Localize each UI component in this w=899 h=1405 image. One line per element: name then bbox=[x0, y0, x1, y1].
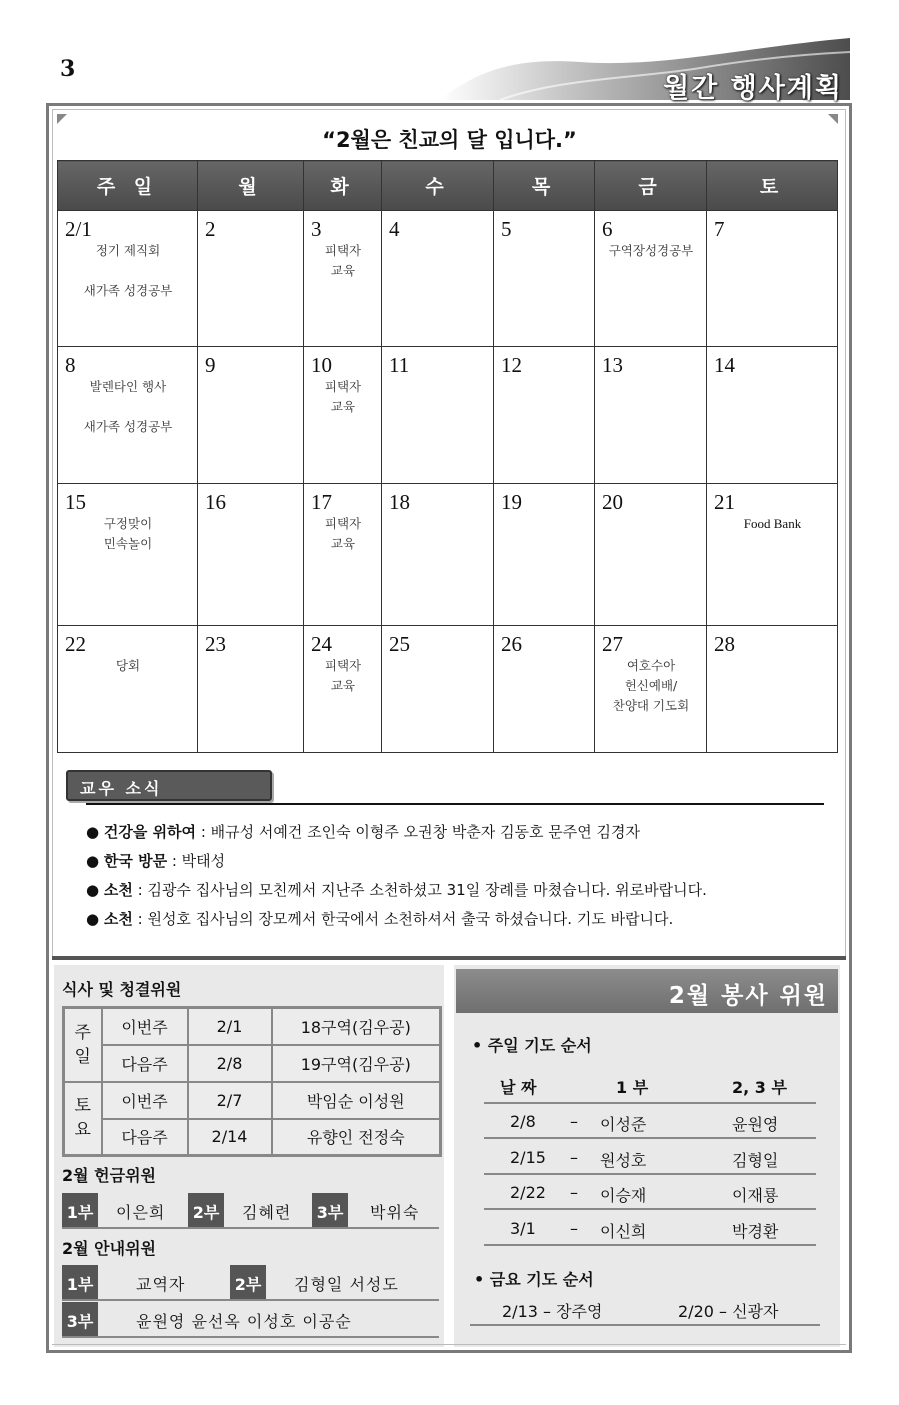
cleaning-row bbox=[64, 1008, 441, 1045]
calendar-day-cell bbox=[494, 626, 595, 753]
weekday-header: 토 bbox=[707, 161, 838, 211]
weekday-header: 수 bbox=[382, 161, 494, 211]
calendar-day-cell bbox=[198, 626, 304, 753]
prayer-dash: – bbox=[570, 1218, 578, 1238]
cleaning-date: 2/7 bbox=[188, 1082, 272, 1119]
calendar-day-cell bbox=[707, 626, 838, 753]
day-event: 정기 제직회 bbox=[95, 243, 161, 258]
monthly-calendar bbox=[57, 160, 838, 753]
month-theme: “2월은 친교의 달 입니다.” bbox=[322, 128, 577, 152]
day-number: 11 bbox=[389, 353, 410, 377]
prayer-date: 2/15 bbox=[510, 1147, 546, 1167]
offering-row bbox=[62, 1193, 439, 1229]
day-event: 당회 bbox=[115, 658, 141, 673]
bullet-icon: ● bbox=[86, 852, 100, 870]
prayer-header-date: 날 짜 bbox=[500, 1078, 537, 1097]
cleaning-date: 2/1 bbox=[188, 1008, 272, 1045]
day-number: 4 bbox=[389, 217, 400, 241]
day-event: 발렌타인 행사 bbox=[89, 379, 167, 394]
day-number: 9 bbox=[205, 353, 216, 377]
calendar-week bbox=[58, 484, 838, 626]
calendar-day-cell bbox=[707, 484, 838, 626]
calendar-week bbox=[58, 211, 838, 347]
day-number: 14 bbox=[714, 353, 735, 377]
calendar-day-cell bbox=[58, 626, 198, 753]
cleaning-title: 식사 및 청결위원 bbox=[62, 980, 182, 999]
news-text: : 김광수 집사님의 모친께서 지난주 소천하셨고 31일 장례를 마쳤습니다. 위로바랍니다. bbox=[132, 881, 707, 899]
day-number: 28 bbox=[714, 632, 735, 656]
news-text: : 박태성 bbox=[167, 852, 226, 870]
day-event: 교육 bbox=[330, 536, 356, 551]
calendar-day-cell bbox=[198, 211, 304, 347]
prayer-header-second: 2, 3 부 bbox=[732, 1078, 787, 1097]
cleaning-week: 이번주 bbox=[102, 1008, 188, 1045]
prayer-first: 이성준 bbox=[600, 1115, 647, 1134]
frame-edge bbox=[52, 1344, 846, 1345]
usher-label: 3부 bbox=[62, 1302, 98, 1336]
offering-name: 이은희 bbox=[116, 1203, 166, 1222]
bullet-icon: ● bbox=[86, 910, 100, 928]
calendar-day-cell bbox=[304, 347, 382, 484]
news-label: 소천 bbox=[103, 910, 133, 928]
day-event: 찬양대 기도회 bbox=[612, 698, 690, 713]
cleaning-week: 다음주 bbox=[102, 1119, 188, 1156]
day-event: 헌신예배/ bbox=[624, 678, 678, 693]
prayer-first: 원성호 bbox=[600, 1150, 647, 1170]
day-number: 16 bbox=[205, 490, 226, 514]
day-number: 8 bbox=[65, 353, 76, 377]
day-number: 5 bbox=[501, 217, 512, 241]
cleaning-table bbox=[62, 1006, 442, 1157]
service-title: 2월 봉사 위원 bbox=[456, 969, 838, 1013]
day-event bbox=[65, 397, 191, 417]
cleaning-row bbox=[64, 1082, 441, 1119]
calendar-day-cell bbox=[382, 211, 494, 347]
day-event bbox=[65, 261, 191, 281]
day-event: 여호수아 bbox=[626, 658, 676, 673]
offering-label: 1부 bbox=[62, 1193, 98, 1227]
offering-title: 2월 헌금위원 bbox=[62, 1166, 156, 1185]
calendar-day-cell bbox=[304, 211, 382, 347]
cleaning-date: 2/8 bbox=[188, 1045, 272, 1082]
day-event: 구정맞이 bbox=[103, 516, 153, 531]
prayer-row bbox=[484, 1211, 816, 1246]
news-text: : 원성호 집사님의 장모께서 한국에서 소천하셔서 출국 하셨습니다. 기도 바랍니다. bbox=[132, 910, 674, 928]
calendar-day-cell bbox=[707, 211, 838, 347]
calendar-day-cell bbox=[382, 484, 494, 626]
calendar-day-cell bbox=[304, 626, 382, 753]
news-item bbox=[86, 905, 846, 934]
day-number: 7 bbox=[714, 217, 725, 241]
bullet-icon: ● bbox=[86, 881, 100, 899]
day-event: 피택자 bbox=[324, 516, 362, 531]
usher-label: 1부 bbox=[62, 1265, 98, 1299]
news-item bbox=[86, 876, 846, 905]
calendar-day-cell bbox=[58, 347, 198, 484]
cleaning-who: 유향인 전정숙 bbox=[272, 1119, 441, 1156]
day-number: 17 bbox=[311, 490, 332, 514]
cleaning-who: 18구역(김우공) bbox=[272, 1008, 441, 1045]
weekday-header: 주 일 bbox=[58, 161, 198, 211]
weekday-header: 월 bbox=[198, 161, 304, 211]
calendar-day-cell bbox=[494, 347, 595, 484]
frame-edge bbox=[849, 958, 852, 1353]
prayer-date: 2/8 bbox=[510, 1112, 536, 1131]
weekday-header: 화 bbox=[304, 161, 382, 211]
bullet-icon: ● bbox=[86, 823, 100, 841]
corner-ornament bbox=[57, 114, 67, 124]
day-number: 18 bbox=[389, 490, 410, 514]
weekday-header: 금 bbox=[595, 161, 707, 211]
news-label: 건강을 위하여 bbox=[103, 823, 197, 841]
corner-ornament bbox=[828, 114, 838, 124]
cleaning-group: 토 요 bbox=[64, 1082, 102, 1156]
day-number: 25 bbox=[389, 632, 410, 656]
prayer-second: 윤원영 bbox=[732, 1115, 779, 1134]
ushers-title: 2월 안내위원 bbox=[62, 1239, 156, 1258]
prayer-dash: – bbox=[570, 1147, 578, 1167]
prayer-row bbox=[484, 1104, 816, 1139]
day-number: 23 bbox=[205, 632, 226, 656]
friday-prayer-entry: 2/13 – 장주영 bbox=[502, 1302, 603, 1321]
day-event: Food Bank bbox=[743, 516, 802, 531]
calendar-week bbox=[58, 626, 838, 753]
calendar-header-row bbox=[58, 161, 838, 211]
news-item bbox=[86, 818, 846, 847]
day-number: 3 bbox=[311, 217, 322, 241]
calendar-day-cell bbox=[494, 484, 595, 626]
cleaning-who: 19구역(김우공) bbox=[272, 1045, 441, 1082]
day-event: 피택자 bbox=[324, 243, 362, 258]
weekday-header: 목 bbox=[494, 161, 595, 211]
calendar-day-cell bbox=[494, 211, 595, 347]
friday-prayer-row bbox=[470, 1296, 820, 1326]
friday-prayer-title: • 금요 기도 순서 bbox=[474, 1270, 594, 1289]
calendar-day-cell bbox=[595, 347, 707, 484]
prayer-date: 2/22 bbox=[510, 1183, 546, 1202]
cleaning-date: 2/14 bbox=[188, 1119, 272, 1156]
offering-name: 박위숙 bbox=[370, 1203, 420, 1222]
day-event: 교육 bbox=[330, 263, 356, 278]
day-number: 2/1 bbox=[65, 217, 92, 241]
frame-edge bbox=[46, 1350, 852, 1353]
cleaning-week: 이번주 bbox=[102, 1082, 188, 1119]
calendar-day-cell bbox=[304, 484, 382, 626]
page-number: 3 bbox=[60, 56, 76, 82]
day-number: 27 bbox=[602, 632, 623, 656]
prayer-row bbox=[484, 1175, 816, 1210]
day-number: 26 bbox=[501, 632, 522, 656]
day-number: 10 bbox=[311, 353, 332, 377]
day-event: 피택자 bbox=[324, 379, 362, 394]
news-label: 한국 방문 bbox=[103, 852, 168, 870]
cleaning-who: 박임순 이성원 bbox=[272, 1082, 441, 1119]
day-event: 새가족 성경공부 bbox=[83, 283, 173, 298]
prayer-second: 이재룡 bbox=[732, 1186, 779, 1205]
divider bbox=[52, 956, 846, 960]
day-number: 19 bbox=[501, 490, 522, 514]
usher-label: 2부 bbox=[230, 1265, 266, 1299]
day-number: 21 bbox=[714, 490, 735, 514]
day-event: 새가족 성경공부 bbox=[83, 419, 173, 434]
day-number: 24 bbox=[311, 632, 332, 656]
calendar-day-cell bbox=[382, 626, 494, 753]
usher-name: 김형일 서성도 bbox=[294, 1275, 399, 1294]
friday-prayer-entry: 2/20 – 신광자 bbox=[678, 1302, 779, 1321]
day-number: 13 bbox=[602, 353, 623, 377]
prayer-second: 김형일 bbox=[732, 1150, 779, 1170]
divider bbox=[86, 803, 824, 805]
day-number: 6 bbox=[602, 217, 613, 241]
offering-name: 김혜련 bbox=[242, 1203, 292, 1222]
sunday-prayer-title: • 주일 기도 순서 bbox=[472, 1036, 592, 1055]
calendar-day-cell bbox=[382, 347, 494, 484]
calendar-day-cell bbox=[595, 484, 707, 626]
calendar-week bbox=[58, 347, 838, 484]
day-event: 교육 bbox=[330, 678, 356, 693]
calendar-day-cell bbox=[707, 347, 838, 484]
news-text: : 배규성 서예건 조인숙 이형주 오권창 박춘자 김동호 문주연 김경자 bbox=[196, 823, 641, 841]
day-event: 피택자 bbox=[324, 658, 362, 673]
calendar-day-cell bbox=[198, 347, 304, 484]
frame-edge bbox=[46, 958, 49, 1353]
calendar-day-cell bbox=[198, 484, 304, 626]
day-number: 2 bbox=[205, 217, 216, 241]
day-event: 교육 bbox=[330, 399, 356, 414]
day-event: 구역장성경공부 bbox=[608, 243, 694, 258]
cleaning-row bbox=[64, 1045, 441, 1082]
offering-label: 2부 bbox=[188, 1193, 224, 1227]
ushers-row bbox=[62, 1302, 439, 1338]
day-number: 12 bbox=[501, 353, 522, 377]
prayer-row bbox=[484, 1140, 816, 1175]
calendar-day-cell bbox=[58, 484, 198, 626]
cleaning-group: 주 일 bbox=[64, 1008, 102, 1082]
prayer-first: 이승재 bbox=[600, 1186, 647, 1205]
day-number: 22 bbox=[65, 632, 86, 656]
prayer-second: 박경환 bbox=[732, 1221, 779, 1241]
usher-name: 교역자 bbox=[136, 1275, 186, 1294]
prayer-dash: – bbox=[570, 1112, 578, 1131]
ushers-row bbox=[62, 1265, 439, 1301]
news-item bbox=[86, 847, 846, 876]
prayer-date: 3/1 bbox=[510, 1218, 536, 1238]
day-number: 15 bbox=[65, 490, 86, 514]
calendar-day-cell bbox=[595, 626, 707, 753]
cleaning-row bbox=[64, 1119, 441, 1156]
offering-label: 3부 bbox=[312, 1193, 348, 1227]
day-number: 20 bbox=[602, 490, 623, 514]
news-list bbox=[86, 818, 846, 934]
calendar-day-cell bbox=[58, 211, 198, 347]
usher-name: 윤원영 윤선옥 이성호 이공순 bbox=[136, 1312, 352, 1331]
prayer-first: 이신희 bbox=[600, 1221, 647, 1241]
day-event: 민속놀이 bbox=[103, 536, 153, 551]
news-tab: 교우 소식 bbox=[66, 770, 272, 801]
news-label: 소천 bbox=[103, 881, 133, 899]
prayer-dash: – bbox=[570, 1183, 578, 1202]
section-title: 월간 행사계획 bbox=[663, 73, 843, 104]
calendar-day-cell bbox=[595, 211, 707, 347]
cleaning-week: 다음주 bbox=[102, 1045, 188, 1082]
prayer-header-first: 1 부 bbox=[616, 1078, 649, 1097]
